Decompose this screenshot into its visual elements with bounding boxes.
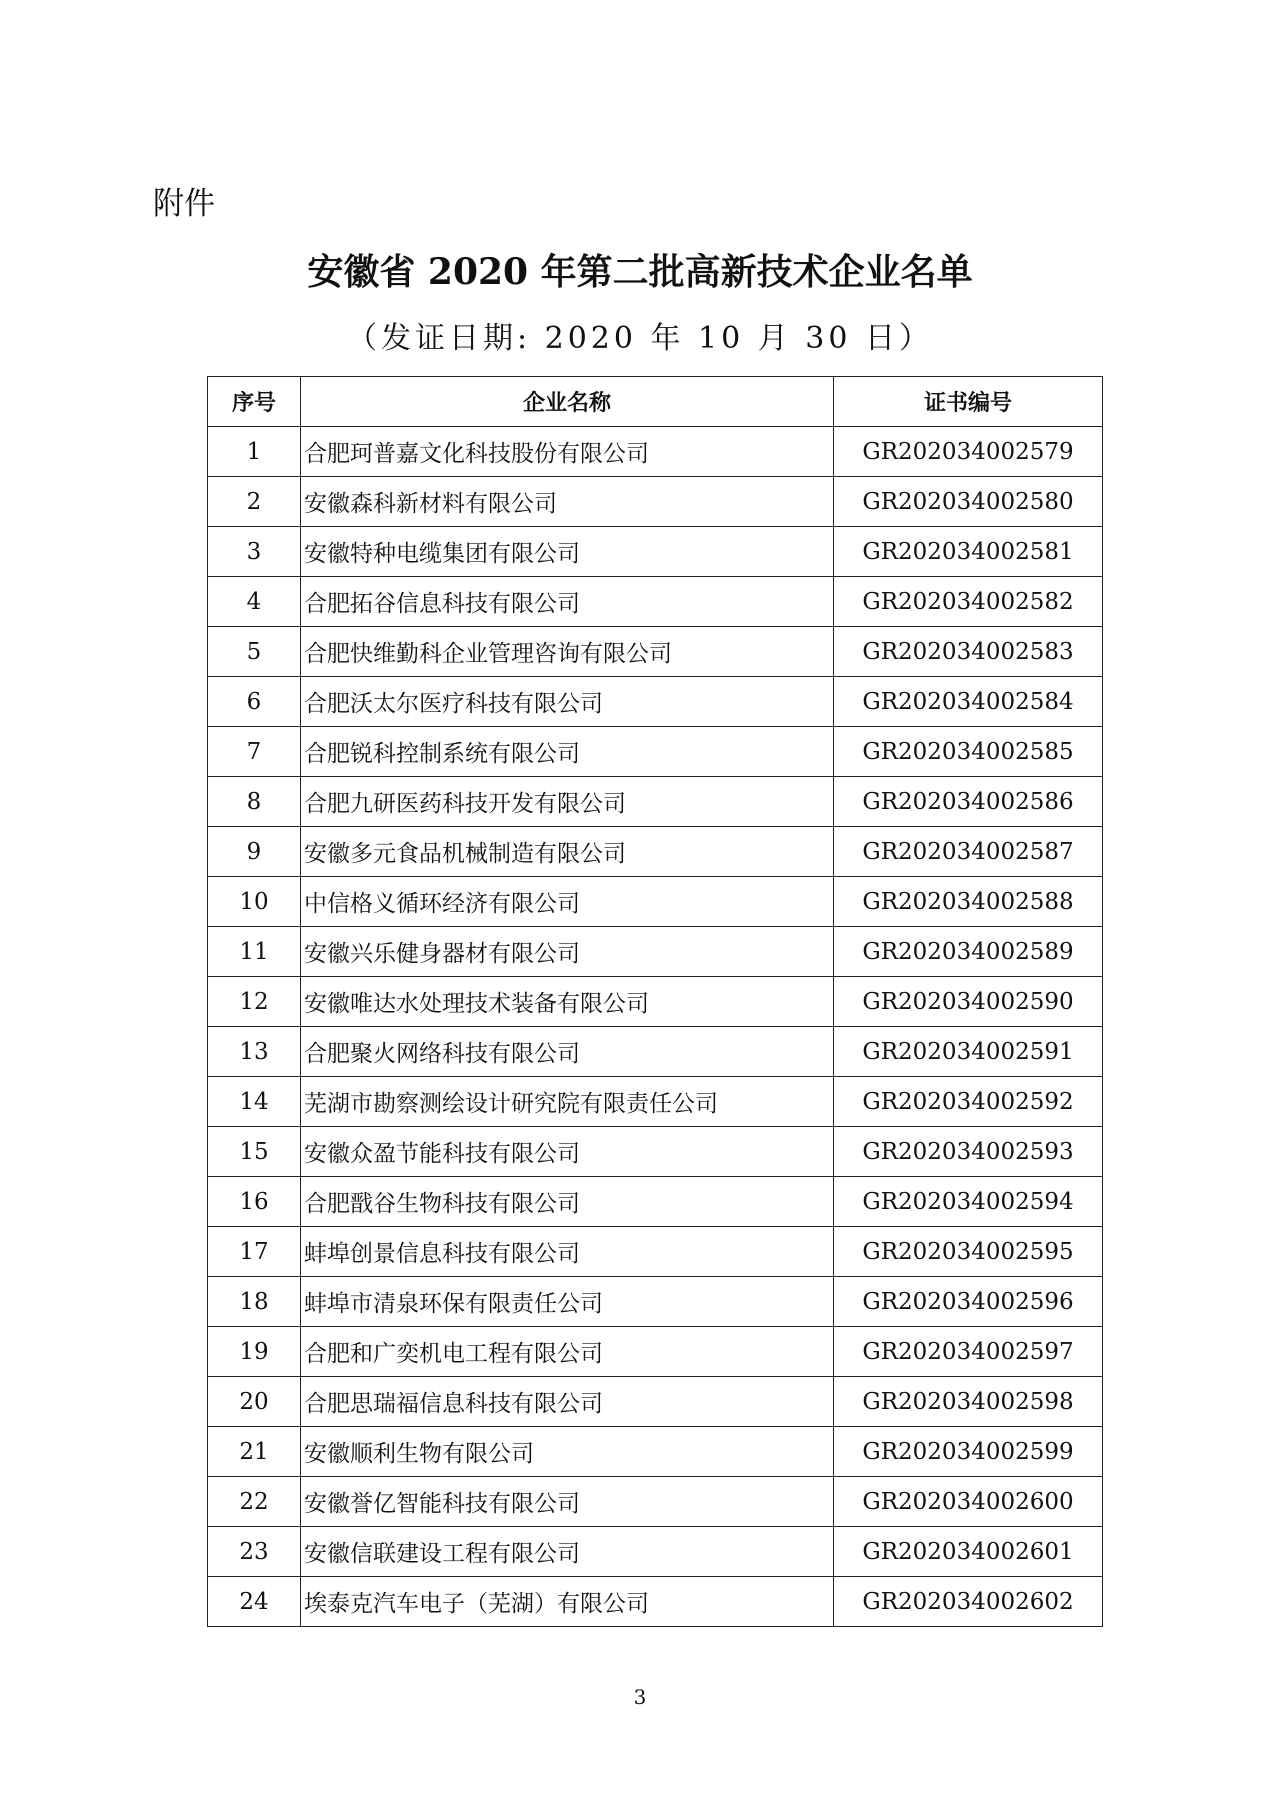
table-row (208, 977, 1103, 1027)
row-index: 13 (208, 1027, 301, 1077)
table-row (208, 627, 1103, 677)
table-row (208, 427, 1103, 477)
row-enterprise-name: 蚌埠市清泉环保有限责任公司 (301, 1277, 834, 1327)
row-index: 10 (208, 877, 301, 927)
attachment-label: 附件 (153, 186, 215, 222)
row-certificate-number: GR202034002600 (834, 1477, 1103, 1527)
row-certificate-number: GR202034002588 (834, 877, 1103, 927)
row-enterprise-name: 中信格义循环经济有限公司 (301, 877, 834, 927)
table-row (208, 1127, 1103, 1177)
table-row (208, 927, 1103, 977)
row-enterprise-name: 安徽顺利生物有限公司 (301, 1427, 834, 1477)
row-certificate-number: GR202034002602 (834, 1577, 1103, 1627)
row-enterprise-name: 合肥和广奕机电工程有限公司 (301, 1327, 834, 1377)
table-row (208, 527, 1103, 577)
row-certificate-number: GR202034002592 (834, 1077, 1103, 1127)
row-index: 15 (208, 1127, 301, 1177)
row-index: 22 (208, 1477, 301, 1527)
row-certificate-number: GR202034002582 (834, 577, 1103, 627)
page-number: 3 (633, 1685, 647, 1709)
table-row (208, 1227, 1103, 1277)
row-enterprise-name: 合肥拓谷信息科技有限公司 (301, 577, 834, 627)
row-index: 23 (208, 1527, 301, 1577)
table-row (208, 1277, 1103, 1327)
header-index: 序号 (208, 377, 301, 427)
row-enterprise-name: 安徽众盈节能科技有限公司 (301, 1127, 834, 1177)
row-index: 5 (208, 627, 301, 677)
row-index: 3 (208, 527, 301, 577)
row-certificate-number: GR202034002585 (834, 727, 1103, 777)
enterprise-table-container (207, 376, 1102, 1627)
table-row (208, 1027, 1103, 1077)
row-enterprise-name: 合肥思瑞福信息科技有限公司 (301, 1377, 834, 1427)
row-index: 8 (208, 777, 301, 827)
row-certificate-number: GR202034002597 (834, 1327, 1103, 1377)
row-certificate-number: GR202034002580 (834, 477, 1103, 527)
row-index: 2 (208, 477, 301, 527)
enterprise-table (207, 376, 1103, 1627)
row-index: 7 (208, 727, 301, 777)
table-row (208, 1077, 1103, 1127)
row-index: 12 (208, 977, 301, 1027)
row-certificate-number: GR202034002593 (834, 1127, 1103, 1177)
row-index: 21 (208, 1427, 301, 1477)
table-row (208, 677, 1103, 727)
row-enterprise-name: 安徽森科新材料有限公司 (301, 477, 834, 527)
row-certificate-number: GR202034002594 (834, 1177, 1103, 1227)
row-enterprise-name: 合肥戬谷生物科技有限公司 (301, 1177, 834, 1227)
row-index: 14 (208, 1077, 301, 1127)
row-certificate-number: GR202034002587 (834, 827, 1103, 877)
row-index: 17 (208, 1227, 301, 1277)
row-certificate-number: GR202034002598 (834, 1377, 1103, 1427)
row-enterprise-name: 蚌埠创景信息科技有限公司 (301, 1227, 834, 1277)
row-enterprise-name: 合肥珂普嘉文化科技股份有限公司 (301, 427, 834, 477)
row-enterprise-name: 安徽多元食品机械制造有限公司 (301, 827, 834, 877)
table-row (208, 1327, 1103, 1377)
row-index: 4 (208, 577, 301, 627)
table-row (208, 477, 1103, 527)
row-certificate-number: GR202034002601 (834, 1527, 1103, 1577)
row-enterprise-name: 合肥沃太尔医疗科技有限公司 (301, 677, 834, 727)
row-certificate-number: GR202034002595 (834, 1227, 1103, 1277)
row-enterprise-name: 安徽誉亿智能科技有限公司 (301, 1477, 834, 1527)
row-enterprise-name: 安徽唯达水处理技术装备有限公司 (301, 977, 834, 1027)
table-row (208, 1527, 1103, 1577)
row-certificate-number: GR202034002579 (834, 427, 1103, 477)
row-enterprise-name: 合肥聚火网络科技有限公司 (301, 1027, 834, 1077)
row-enterprise-name: 安徽信联建设工程有限公司 (301, 1527, 834, 1577)
row-enterprise-name: 合肥快维勤科企业管理咨询有限公司 (301, 627, 834, 677)
table-row (208, 827, 1103, 877)
table-row (208, 577, 1103, 627)
table-body (208, 427, 1103, 1627)
row-certificate-number: GR202034002583 (834, 627, 1103, 677)
row-index: 11 (208, 927, 301, 977)
row-index: 16 (208, 1177, 301, 1227)
table-row (208, 1177, 1103, 1227)
row-enterprise-name: 安徽兴乐健身器材有限公司 (301, 927, 834, 977)
table-header-row (208, 377, 1103, 427)
row-index: 1 (208, 427, 301, 477)
row-certificate-number: GR202034002589 (834, 927, 1103, 977)
table-row (208, 727, 1103, 777)
row-index: 18 (208, 1277, 301, 1327)
table-row (208, 1427, 1103, 1477)
row-enterprise-name: 芜湖市勘察测绘设计研究院有限责任公司 (301, 1077, 834, 1127)
row-certificate-number: GR202034002586 (834, 777, 1103, 827)
row-certificate-number: GR202034002590 (834, 977, 1103, 1027)
issue-date-subtitle: （发证日期: 2020 年 10 月 30 日） (346, 321, 934, 356)
document-title: 安徽省 2020 年第二批高新技术企业名单 (307, 251, 973, 293)
table-row (208, 877, 1103, 927)
header-certificate-number: 证书编号 (834, 377, 1103, 427)
row-certificate-number: GR202034002599 (834, 1427, 1103, 1477)
row-enterprise-name: 埃泰克汽车电子（芜湖）有限公司 (301, 1577, 834, 1627)
row-certificate-number: GR202034002581 (834, 527, 1103, 577)
table-row (208, 1477, 1103, 1527)
row-index: 9 (208, 827, 301, 877)
row-index: 6 (208, 677, 301, 727)
row-enterprise-name: 合肥锐科控制系统有限公司 (301, 727, 834, 777)
row-enterprise-name: 合肥九研医药科技开发有限公司 (301, 777, 834, 827)
table-row (208, 777, 1103, 827)
row-certificate-number: GR202034002591 (834, 1027, 1103, 1077)
row-index: 24 (208, 1577, 301, 1627)
table-row (208, 1377, 1103, 1427)
header-enterprise-name: 企业名称 (301, 377, 834, 427)
table-row (208, 1577, 1103, 1627)
row-certificate-number: GR202034002584 (834, 677, 1103, 727)
row-enterprise-name: 安徽特种电缆集团有限公司 (301, 527, 834, 577)
row-index: 19 (208, 1327, 301, 1377)
row-certificate-number: GR202034002596 (834, 1277, 1103, 1327)
row-index: 20 (208, 1377, 301, 1427)
